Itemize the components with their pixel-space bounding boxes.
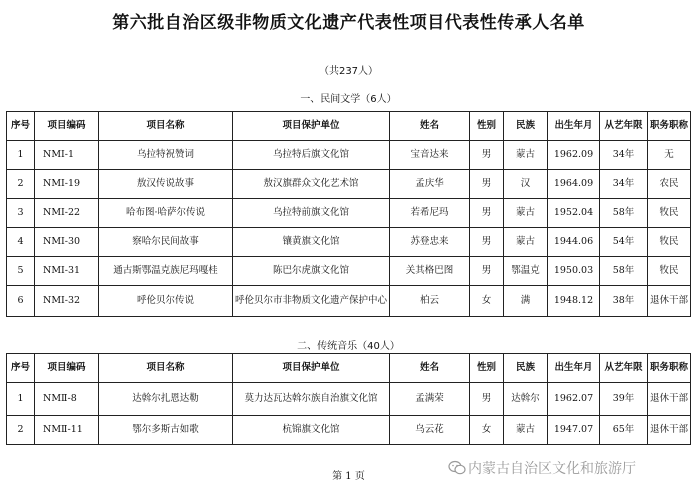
cell-ethnicity: 鄂温克 [504, 257, 548, 286]
cell-code: NMⅡ-8 [35, 383, 99, 416]
col-birth: 出生年月 [548, 112, 600, 141]
cell-title: 牧民 [648, 199, 691, 228]
cell-protection-unit: 镶黄旗文化馆 [233, 228, 390, 257]
watermark-text: 内蒙古自治区文化和旅游厅 [468, 461, 636, 477]
cell-code: NMⅠ-31 [35, 257, 99, 286]
cell-birth: 1950.03 [548, 257, 600, 286]
cell-gender: 女 [470, 416, 504, 445]
cell-birth: 1947.07 [548, 416, 600, 445]
cell-ethnicity: 达斡尔 [504, 383, 548, 416]
cell-code: NMⅠ-32 [35, 286, 99, 317]
table-row [7, 141, 691, 170]
col-project-name: 项目名称 [99, 112, 233, 141]
cell-years: 34年 [600, 141, 648, 170]
col-ethnicity: 民族 [504, 354, 548, 383]
cell-project-name: 通古斯鄂温克族尼玛嘎桂 [99, 257, 233, 286]
cell-title: 退休干部 [648, 286, 691, 317]
cell-protection-unit: 杭锦旗文化馆 [233, 416, 390, 445]
col-code: 项目编码 [35, 354, 99, 383]
table-header-row [7, 354, 691, 383]
table-row [7, 416, 691, 445]
cell-years: 58年 [600, 257, 648, 286]
cell-code: NMⅠ-30 [35, 228, 99, 257]
cell-gender: 男 [470, 170, 504, 199]
cell-protection-unit: 乌拉特前旗文化馆 [233, 199, 390, 228]
cell-gender: 男 [470, 383, 504, 416]
cell-project-name: 哈布图·哈萨尔传说 [99, 199, 233, 228]
cell-birth: 1952.04 [548, 199, 600, 228]
cell-project-name: 呼伦贝尔传说 [99, 286, 233, 317]
total-count: （共237人） [318, 66, 379, 77]
cell-project-name: 察哈尔民间故事 [99, 228, 233, 257]
table-row [7, 199, 691, 228]
cell-gender: 女 [470, 286, 504, 317]
col-years: 从艺年限 [600, 354, 648, 383]
col-protection-unit: 项目保护单位 [233, 354, 390, 383]
cell-index: 1 [7, 383, 35, 416]
cell-ethnicity: 蒙古 [504, 228, 548, 257]
cell-title: 牧民 [648, 228, 691, 257]
page-number: 第 1 页 [332, 471, 365, 482]
cell-protection-unit: 呼伦贝尔市非物质文化遗产保护中心 [233, 286, 390, 317]
col-gender: 性别 [470, 354, 504, 383]
col-name: 姓名 [390, 354, 470, 383]
table-row [7, 286, 691, 317]
cell-birth: 1948.12 [548, 286, 600, 317]
cell-name: 孟庆华 [390, 170, 470, 199]
cell-title: 退休干部 [648, 383, 691, 416]
cell-index: 1 [7, 141, 35, 170]
table-row [7, 170, 691, 199]
cell-name: 孟满荣 [390, 383, 470, 416]
col-birth: 出生年月 [548, 354, 600, 383]
cell-protection-unit: 莫力达瓦达斡尔族自治旗文化馆 [233, 383, 390, 416]
cell-index: 5 [7, 257, 35, 286]
col-index: 序号 [7, 354, 35, 383]
col-protection-unit: 项目保护单位 [233, 112, 390, 141]
cell-gender: 男 [470, 228, 504, 257]
cell-project-name: 乌拉特祝赞词 [99, 141, 233, 170]
col-name: 姓名 [390, 112, 470, 141]
cell-protection-unit: 乌拉特后旗文化馆 [233, 141, 390, 170]
col-project-name: 项目名称 [99, 354, 233, 383]
cell-project-name: 敖汉传说故事 [99, 170, 233, 199]
watermark [448, 458, 636, 478]
cell-index: 2 [7, 416, 35, 445]
cell-name: 柏云 [390, 286, 470, 317]
cell-birth: 1962.09 [548, 141, 600, 170]
cell-ethnicity: 汉 [504, 170, 548, 199]
cell-title: 牧民 [648, 257, 691, 286]
cell-gender: 男 [470, 141, 504, 170]
cell-ethnicity: 满 [504, 286, 548, 317]
cell-ethnicity: 蒙古 [504, 199, 548, 228]
cell-name: 关其格巴图 [390, 257, 470, 286]
col-years: 从艺年限 [600, 112, 648, 141]
col-title: 职务职称 [648, 112, 691, 141]
cell-gender: 男 [470, 257, 504, 286]
wechat-icon [448, 460, 466, 476]
cell-birth: 1944.06 [548, 228, 600, 257]
cell-title: 退休干部 [648, 416, 691, 445]
cell-title: 无 [648, 141, 691, 170]
section-heading-traditional-music: 二、传统音乐（40人） [297, 341, 400, 352]
col-code: 项目编码 [35, 112, 99, 141]
table-row [7, 228, 691, 257]
col-index: 序号 [7, 112, 35, 141]
cell-name: 乌云花 [390, 416, 470, 445]
col-ethnicity: 民族 [504, 112, 548, 141]
cell-years: 38年 [600, 286, 648, 317]
cell-name: 苏登忠来 [390, 228, 470, 257]
cell-ethnicity: 蒙古 [504, 141, 548, 170]
traditional-music-table [6, 353, 691, 445]
cell-birth: 1962.07 [548, 383, 600, 416]
cell-code: NMⅠ-1 [35, 141, 99, 170]
cell-protection-unit: 敖汉旗群众文化艺术馆 [233, 170, 390, 199]
folk-literature-table [6, 111, 691, 317]
cell-years: 65年 [600, 416, 648, 445]
col-title: 职务职称 [648, 354, 691, 383]
cell-index: 4 [7, 228, 35, 257]
table-row [7, 383, 691, 416]
cell-years: 58年 [600, 199, 648, 228]
cell-index: 3 [7, 199, 35, 228]
cell-years: 54年 [600, 228, 648, 257]
cell-years: 39年 [600, 383, 648, 416]
table-header-row [7, 112, 691, 141]
cell-project-name: 达斡尔扎恩达勒 [99, 383, 233, 416]
cell-index: 2 [7, 170, 35, 199]
cell-ethnicity: 蒙古 [504, 416, 548, 445]
cell-birth: 1964.09 [548, 170, 600, 199]
cell-code: NMⅠ-22 [35, 199, 99, 228]
page-title: 第六批自治区级非物质文化遗产代表性项目代表性传承人名单 [112, 13, 585, 33]
cell-name: 宝音达来 [390, 141, 470, 170]
cell-gender: 男 [470, 199, 504, 228]
cell-index: 6 [7, 286, 35, 317]
table-row [7, 257, 691, 286]
cell-code: NMⅡ-11 [35, 416, 99, 445]
cell-protection-unit: 陈巴尔虎旗文化馆 [233, 257, 390, 286]
cell-years: 34年 [600, 170, 648, 199]
cell-project-name: 鄂尔多斯古如歌 [99, 416, 233, 445]
cell-name: 若希尼玛 [390, 199, 470, 228]
cell-code: NMⅠ-19 [35, 170, 99, 199]
section-heading-folk-literature: 一、民间文学（6人） [300, 94, 397, 105]
cell-title: 农民 [648, 170, 691, 199]
col-gender: 性别 [470, 112, 504, 141]
